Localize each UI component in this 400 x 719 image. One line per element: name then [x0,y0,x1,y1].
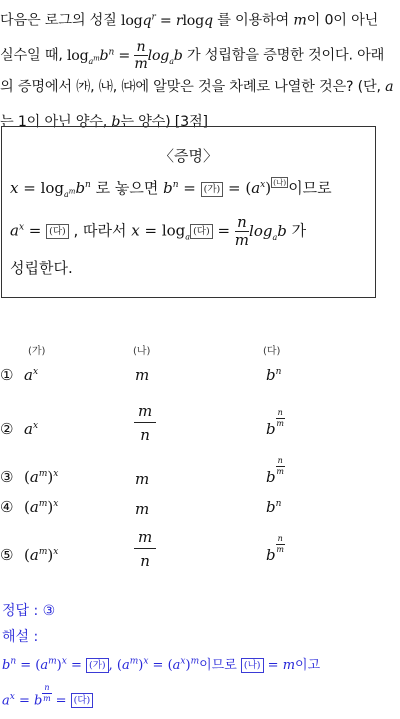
proof-title: 〈증명〉 [159,147,218,165]
problem-statement [0,0,400,140]
option-na: m [135,366,150,384]
option-number: ② [0,420,14,438]
option-na: $\frac{m}{n}$ [134,404,156,443]
option-da: b $\frac{n}{m}$ [266,455,284,486]
option-number: ① [0,366,14,384]
option-da: b $\frac{n}{m}$ [266,533,284,564]
problem-line-3 [0,70,400,105]
expl-blank-ga: (가) [86,658,109,673]
answer: 정답 : ③ [2,603,56,619]
log-property: logq$^r$ = rlogq [120,12,213,29]
problem-line-2 [0,35,400,73]
proof-line-1: $x = \log_{a^m}b^n$ 로 놓으면 $b^n$ = (가) = $(a^x)$ (나) 이므로 [10,178,332,199]
option-4[interactable] [0,498,400,538]
option-na: $\frac{m}{n}$ [134,530,156,569]
option-da: $b^n$ [266,366,282,384]
header-ga: (가) [28,346,46,357]
proof-line-2: $a^x$ = (다) , 따라서 $x = \log_a$ (다) = $\frac{n}{m}$ $\log_ab$ 가 [10,213,307,249]
option-number: ③ [0,468,14,486]
option-5[interactable] [0,528,400,576]
option-1[interactable] [0,366,400,406]
blank-na: (나) [273,178,287,187]
problem-text-3: 의 증명에서 ㈎, ㈏, ㈐에 알맞은 것을 차례로 나열한 것은? (단, a [0,79,394,95]
problem-text-1b: 를 이용하여 [217,12,294,29]
log-identity: $\log_{a^m}b^n$ = $\frac{n}{m}$ $\log_ab$ [66,39,183,73]
option-da: b $\frac{n}{m}$ [266,407,284,438]
option-na: m [135,470,150,488]
option-number: ④ [0,498,14,516]
blank-da-2: (다) [190,224,213,239]
proof-box [1,126,376,298]
problem-text-1c: 이 0이 아닌 [306,12,379,29]
option-2[interactable] [0,402,400,450]
blank-ga: (가) [201,182,224,197]
problem-line-1 [0,0,400,35]
problem-text-4: 는 1이 아닌 양수, b는 양수) [3점] [0,114,208,130]
option-da: $b^n$ [266,498,282,516]
blank-da: (다) [46,224,69,239]
problem-text-1a: 다음은 로그의 성질 [0,12,121,29]
option-ga: $a^x$ [24,420,39,438]
explanation-label: 해설 : [2,629,39,645]
expl-blank-da: (다) [71,693,94,708]
var-m: m [293,12,307,29]
header-da: (다) [263,346,281,357]
problem-text-2b: 가 성립함을 증명한 것이다. 아래 [186,47,385,64]
option-ga: $a^x$ [24,366,39,384]
option-na: m [135,500,150,518]
option-ga: $(a^m)^x$ [24,498,59,516]
explanation-line-1: $b^n = (a^m)^x$ = (가) , $(a^m)^x = (a^x)^m$이므로 (나) = m이고 [2,656,321,673]
option-number: ⑤ [0,546,14,564]
option-ga: $(a^m)^x$ [24,546,59,564]
option-ga: $(a^m)^x$ [24,468,59,486]
explanation-line-2: $a^x = b$ $\frac{n}{m}$ = (다) [2,692,93,712]
problem-text-2a: 실수일 때, [0,47,67,64]
header-na: (나) [133,346,151,357]
proof-line-3: 성립한다. [10,259,73,277]
expl-blank-na: (나) [241,658,264,673]
option-3[interactable] [0,455,400,500]
